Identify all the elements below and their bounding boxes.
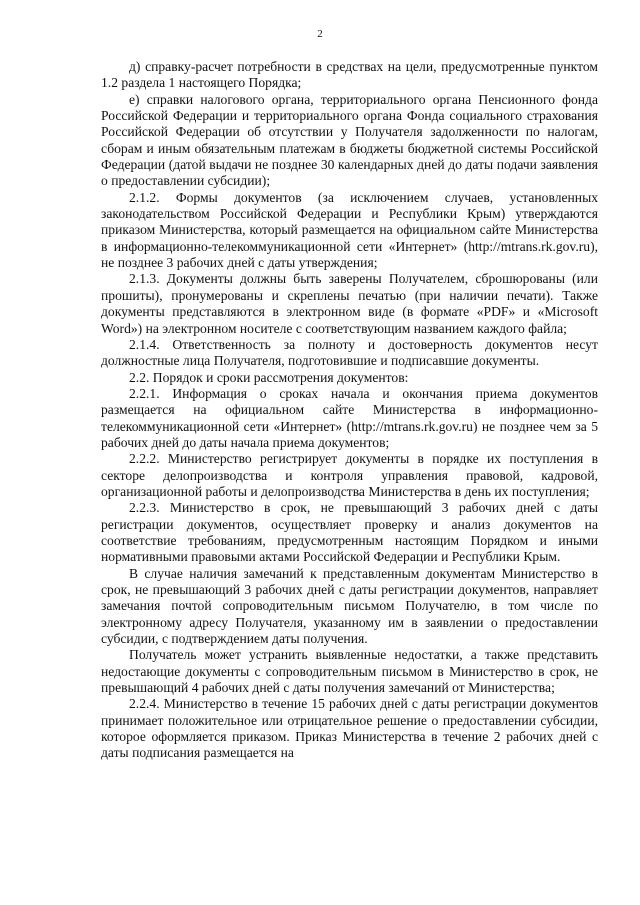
paragraph-2-1-4: 2.1.4. Ответственность за полноту и достоверность документов несут должностные лица Получателя, подготовившие и подписавшие документы.: [101, 336, 598, 369]
paragraph-item-e: е) справки налогового органа, территориального органа Пенсионного фонда Российской Федерации и территориального органа Фонда социального страхования Российской Федерации об отсутствии у Получателя задолженности по налогам, сборам и иным обязательным платежам в бюджеты бюджетной системы Российской Федерации (датой выдачи не позднее 30 календарных дней до даты подачи заявления о предоставлении субсидии);: [101, 91, 598, 189]
paragraph-2-1-2: 2.1.2. Формы документов (за исключением случаев, установленных законодательством Российской Федерации и Республики Крым) утверждаются приказом Министерства, который размещается на официальном сайте Министерства в информационно-телекоммуникационной сети «Интернет» (http://mtrans.rk.gov.ru), не позднее 3 рабочих дней с даты утверждения;: [101, 189, 598, 271]
paragraph-corrections: Получатель может устранить выявленные недостатки, а также представить недостающие документы с сопроводительным письмом в Министерство в срок, не превышающий 4 рабочих дней с даты получения замечаний от Министерства;: [101, 647, 598, 696]
page-number: 2: [317, 28, 323, 40]
paragraph-item-d: д) справку-расчет потребности в средствах на цели, предусмотренные пунктом 1.2 раздела 1 настоящего Порядка;: [101, 59, 598, 91]
document-body: [101, 59, 598, 762]
paragraph-2-1-3: 2.1.3. Документы должны быть заверены Получателем, сброшюрованы (или прошиты), пронумерованы и скреплены печатью (при наличии печати). Также документы представляются в электронном виде (в формате «PDF» и «Microsoft Word») на электронном носителе с соответствующим названием каждого файла;: [101, 271, 598, 336]
paragraph-2-2-1: 2.2.1. Информация о сроках начала и окончания приема документов размещается на официальном сайте Министерства в информационно-телекоммуникационной сети «Интернет» (http://mtrans.rk.gov.ru) не позднее чем за 5 рабочих дней до даты начала приема документов;: [101, 385, 598, 450]
paragraph-2-2-3: 2.2.3. Министерство в срок, не превышающий 3 рабочих дней с даты регистрации документов, осуществляет проверку и анализ документов на соответствие требованиям, предусмотренным настоящим Порядком и иными нормативными правовыми актами Российской Федерации и Республики Крым.: [101, 500, 598, 565]
paragraph-remarks: В случае наличия замечаний к представленным документам Министерство в срок, не превышающий 3 рабочих дней с даты регистрации документов, направляет замечания почтой сопроводительным письмом Получателю, в том числе по электронному адресу Получателя, указанному им в заявлении о предоставлении субсидии, с подтверждением даты получения.: [101, 565, 598, 647]
paragraph-2-2: 2.2. Порядок и сроки рассмотрения документов:: [129, 369, 409, 385]
paragraph-2-2-2: 2.2.2. Министерство регистрирует документы в порядке их поступления в секторе делопроизводства и контроля управления правовой, кадровой, организационной работы и делопроизводства Министерства в день их поступления;: [101, 451, 598, 499]
paragraph-2-2-4: 2.2.4. Министерство в течение 15 рабочих дней с даты регистрации документов принимает положительное или отрицательное решение о предоставлении субсидии, которое оформляется приказом. Приказ Министерства в течение 2 рабочих дней с даты подписания размещается на: [101, 696, 598, 761]
